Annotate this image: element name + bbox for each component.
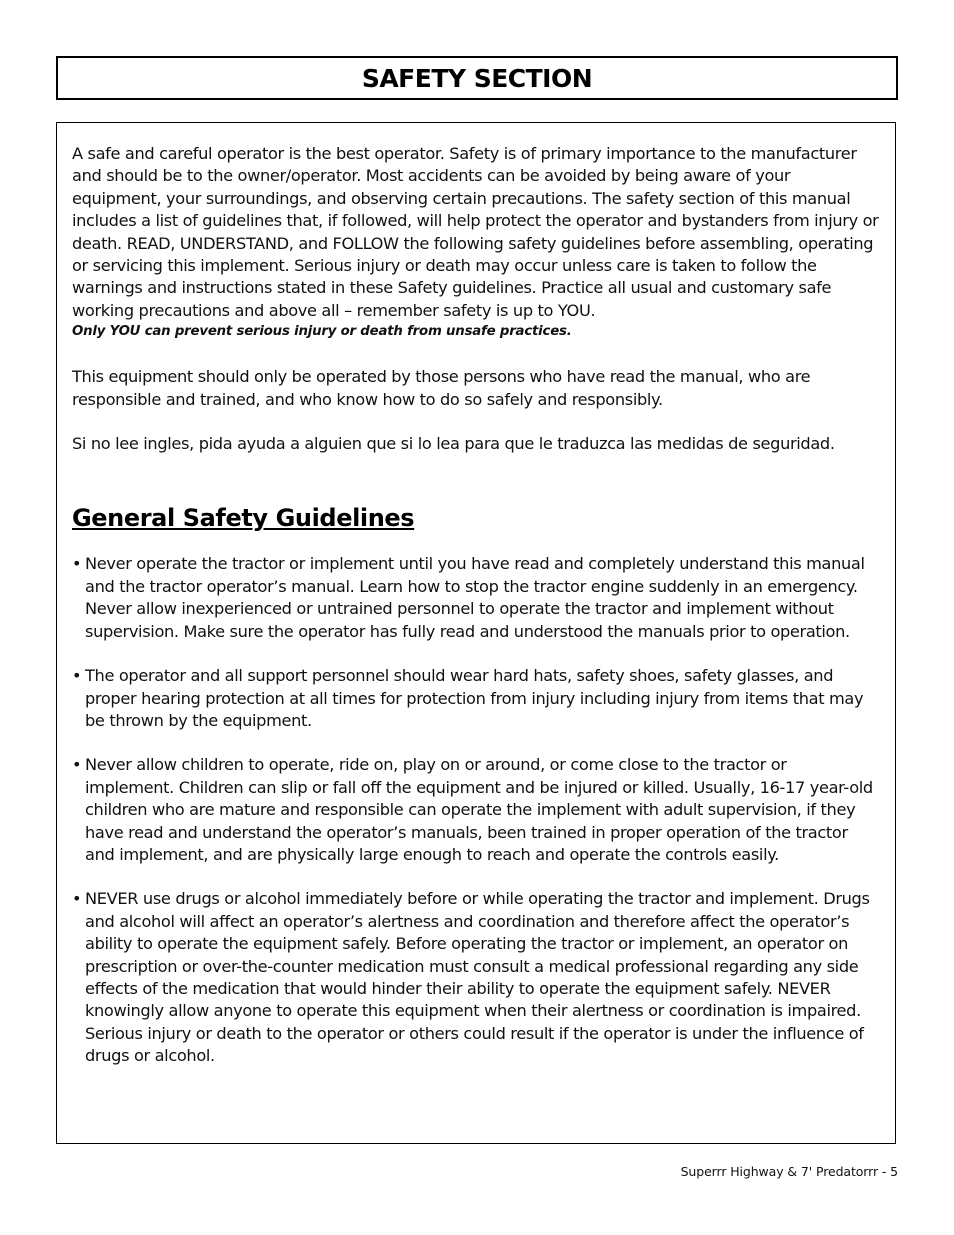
page-title: SAFETY SECTION <box>361 63 593 93</box>
list-item <box>72 888 880 1067</box>
general-guidelines-heading: General Safety Guidelines <box>72 504 415 533</box>
operator-requirement-paragraph: This equipment should only be operated by those persons who have read the manual, who are responsible and trained, and who know how to do so safely and responsibly. <box>72 367 811 409</box>
intro-paragraph: A safe and careful operator is the best operator. Safety is of primary importance to the manufacturer and should be to the owner/operator. Most accidents can be avoided by being aware of your equipment, your surroundings, and observing certain precautions. The safety section of this manual includes a list of guidelines that, if followed, will help protect the operator and bystanders from injury or death. READ, UNDERSTAND, and FOLLOW the following safety guidelines before assembling, operating or servicing this implement. Serious injury or death may occur unless care is taken to follow the warnings and instructions stated in these Safety guidelines. Practice all usual and customary safe working precautions and above all – remember safety is up to YOU. <box>72 144 879 320</box>
bullet-icon: • <box>72 755 82 775</box>
content-box <box>56 122 896 1144</box>
list-item <box>72 553 880 643</box>
list-item <box>72 754 880 866</box>
guidelines-list <box>72 553 880 1067</box>
emphasis-statement: Only YOU can prevent serious injury or death from unsafe practices. <box>72 324 572 340</box>
list-item-text: The operator and all support personnel should wear hard hats, safety shoes, safety glasses, and proper hearing protection at all times for protection from injury including injury from items that may be thrown by the equipment. <box>85 666 864 730</box>
bullet-icon: • <box>72 554 82 574</box>
spanish-notice-paragraph: Si no lee ingles, pida ayuda a alguien que si lo lea para que le traduzca las medidas de seguridad. <box>72 434 835 454</box>
list-item-text: NEVER use drugs or alcohol immediately before or while operating the tractor and implement. Drugs and alcohol will affect an operator’s alertness and coordination and therefore affect the operator’s ability to operate the equipment safely. Before operating the tractor or implement, an operator on prescription or over-the-counter medication must consult a medical professional regarding any side effects of the medication that would hinder their ability to operate the equipment safely. NEVER knowingly allow anyone to operate this equipment when their alertness or coordination is impaired. Serious injury or death to the operator or others could result if the operator is under the influence of drugs or alcohol. <box>85 889 870 1066</box>
page-footer: Superrr Highway & 7' Predatorrr - 5 <box>680 1164 898 1179</box>
list-item-text: Never operate the tractor or implement until you have read and completely understand this manual and the tractor operator’s manual. Learn how to stop the tractor engine suddenly in an emergency. Never allow inexperienced or untrained personnel to operate the tractor and implement without supervision. Make sure the operator has fully read and understood the manuals prior to operation. <box>85 554 865 641</box>
section-title-box <box>56 56 898 100</box>
list-item-text: Never allow children to operate, ride on, play on or around, or come close to the tractor or implement. Children can slip or fall off the equipment and be injured or killed. Usually, 16-17 year-old children who are mature and responsible can operate the implement with adult supervision, if they have read and understand the operator’s manuals, been trained in proper operation of the tractor and implement, and are physically large enough to reach and operate the controls easily. <box>85 755 873 864</box>
bullet-icon: • <box>72 889 82 909</box>
list-item <box>72 665 880 732</box>
bullet-icon: • <box>72 666 82 686</box>
